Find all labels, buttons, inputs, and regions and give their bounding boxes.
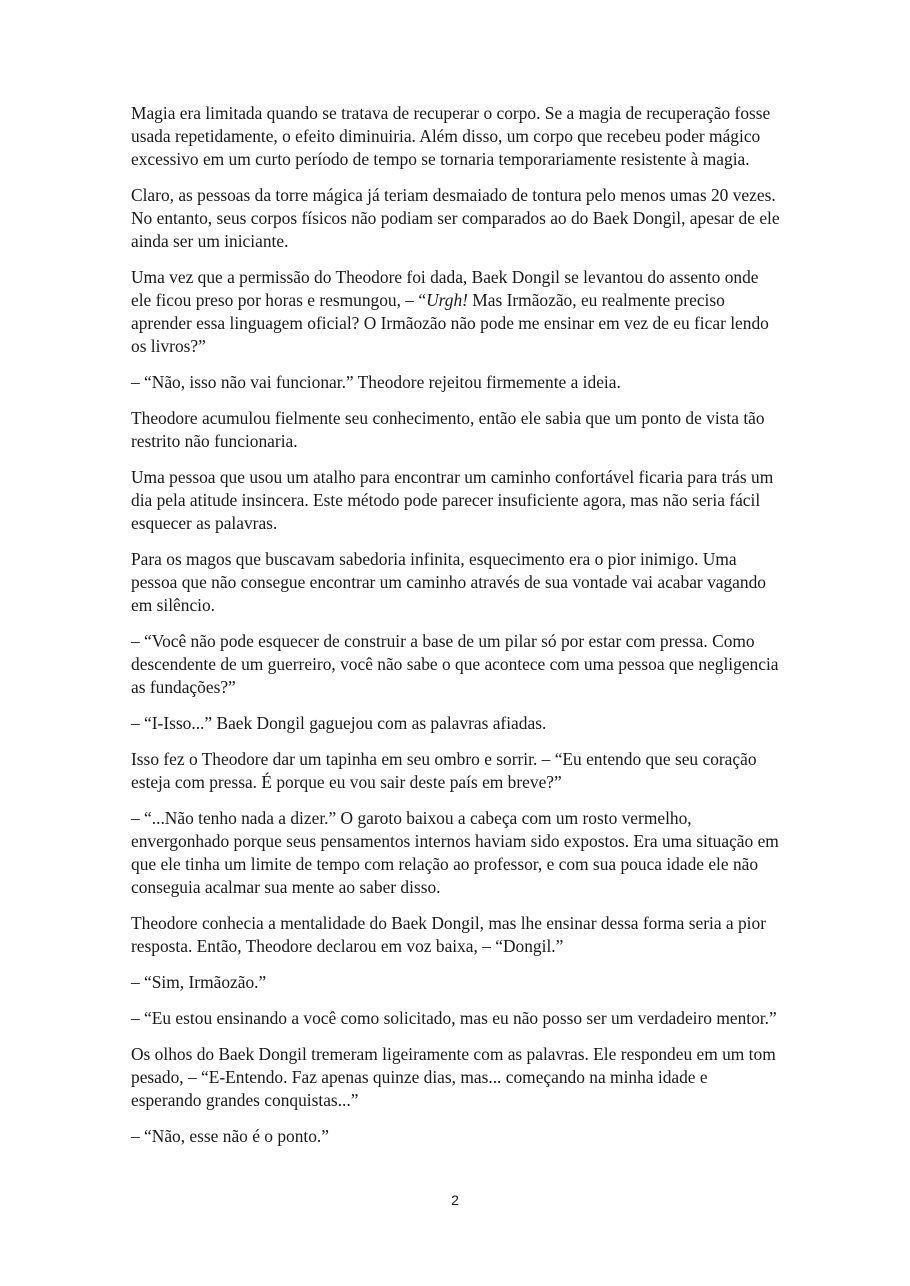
paragraph-text: Mas Irmãozão, eu realmente preciso aprender essa linguagem oficial? O Irmãozão não pode me ensinar em vez de eu ficar lendo os livros?”	[131, 290, 769, 356]
paragraph: – “...Não tenho nada a dizer.” O garoto baixou a cabeça com um rosto vermelho, envergonhado porque seus pensamentos internos haviam sido expostos. Era uma situação em que ele tinha um limite de tempo com relação ao professor, e com sua pouca idade ele não conseguia acalmar sua mente ao saber disso.	[131, 808, 779, 897]
paragraph: Isso fez o Theodore dar um tapinha em seu ombro e sorrir. – “Eu entendo que seu coração esteja com pressa. É porque eu vou sair deste país em breve?”	[131, 749, 757, 792]
paragraph: – “Você não pode esquecer de construir a base de um pilar só por estar com pressa. Como descendente de um guerreiro, você não sabe o que acontece com uma pessoa que negligencia as fundações?”	[131, 631, 779, 697]
paragraph: Magia era limitada quando se tratava de recuperar o corpo. Se a magia de recuperação fosse usada repetidamente, o efeito diminuiria. Além disso, um corpo que recebeu poder mágico excessivo em um curto período de tempo se tornaria temporariamente resistente à magia.	[131, 103, 771, 169]
paragraph: Claro, as pessoas da torre mágica já teriam desmaiado de tontura pelo menos umas 20 vezes. No entanto, seus corpos físicos não podiam ser comparados ao do Baek Dongil, apesar de ele ainda ser um iniciante.	[131, 185, 780, 251]
paragraph	[131, 266, 781, 358]
paragraph: – “Sim, Irmãozão.”	[131, 972, 267, 992]
paragraph: – “Não, isso não vai funcionar.” Theodore rejeitou firmemente a ideia.	[131, 372, 621, 392]
page-number: 2	[451, 1192, 459, 1208]
paragraph: – “Não, esse não é o ponto.”	[131, 1126, 329, 1146]
paragraph: – “Eu estou ensinando a você como solicitado, mas eu não posso ser um verdadeiro mentor.”	[131, 1008, 777, 1028]
paragraph-italic-text: Urgh!	[426, 290, 468, 310]
paragraph: Os olhos do Baek Dongil tremeram ligeiramente com as palavras. Ele respondeu em um tom pesado, – “E-Entendo. Faz apenas quinze dias, mas... começando na minha idade e esperando grandes conquistas...”	[131, 1044, 776, 1110]
paragraph: Theodore acumulou fielmente seu conhecimento, então ele sabia que um ponto de vista tão restrito não funcionaria.	[131, 408, 765, 451]
paragraph: Para os magos que buscavam sabedoria infinita, esquecimento era o pior inimigo. Uma pessoa que não consegue encontrar um caminho através de sua vontade vai acabar vagando em silêncio.	[131, 549, 766, 615]
paragraph: Uma pessoa que usou um atalho para encontrar um caminho confortável ficaria para trás um dia pela atitude insincera. Este método pode parecer insuficiente agora, mas não seria fácil esquecer as palavras.	[131, 467, 774, 533]
paragraph: Theodore conhecia a mentalidade do Baek Dongil, mas lhe ensinar dessa forma seria a pior resposta. Então, Theodore declarou em voz baixa, – “Dongil.”	[131, 913, 767, 956]
paragraph: – “I-Isso...” Baek Dongil gaguejou com as palavras afiadas.	[131, 713, 547, 733]
paragraph-text: Uma vez que a permissão do Theodore foi dada, Baek Dongil se levantou do assento onde ele ficou preso por horas e resmungou, – “	[131, 267, 759, 310]
page-text-body	[131, 102, 781, 1161]
